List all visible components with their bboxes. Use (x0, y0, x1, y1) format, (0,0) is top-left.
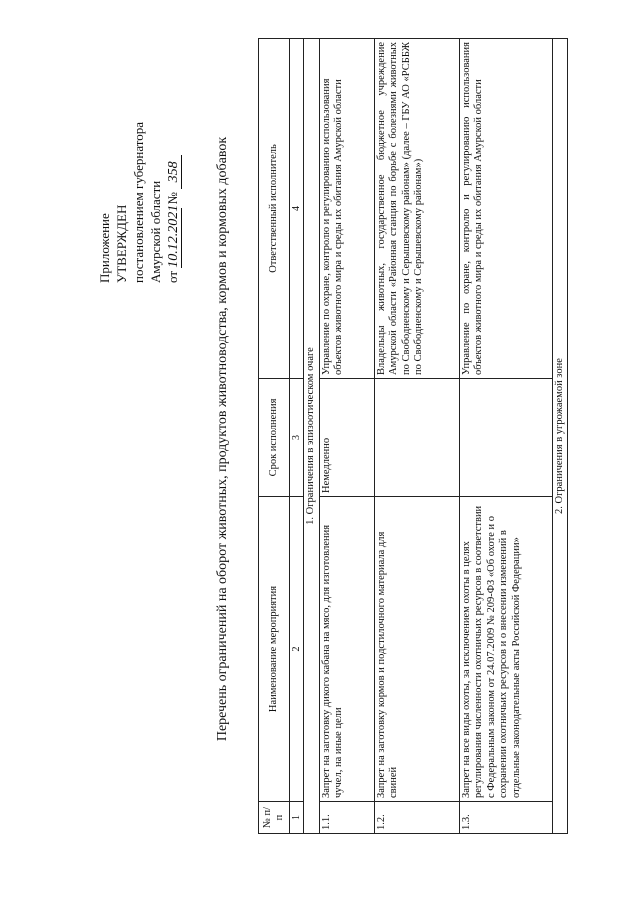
header-term: Срок исполнения (259, 379, 290, 497)
header-responsible: Ответственный исполнитель (259, 39, 290, 379)
row-term (459, 379, 552, 497)
approval-approved-label: УТВЕРЖДЕН (114, 204, 129, 283)
index-cell: 1 (290, 802, 304, 834)
row-name: Запрет на все виды охоты, за исключением охоты в целях регулирования численности охотничьих ресурсов в соответствии с Федеральным законом от 24.07.2009 № 209-ФЗ «Об охоте и о сохранении охотничьих ресурсов и о внесении изменений в отдельные законодательные акты Российской Федерации» (459, 497, 552, 802)
number-prefix: № (165, 192, 180, 205)
row-number: 1.2. (374, 802, 459, 834)
row-responsible: Управление по охране, контролю и регулированию использования объектов животного мира и среды их обитания Амурской области (319, 39, 374, 379)
table-header-row (259, 39, 290, 834)
section-row-2 (552, 39, 568, 834)
section-row-1 (304, 39, 320, 834)
row-name: Запрет на заготовку дикого кабана на мясо, для изготовления чучел, на иные цели (319, 497, 374, 802)
row-term (374, 379, 459, 497)
index-cell: 3 (290, 379, 304, 497)
row-term: Немедленно (319, 379, 374, 497)
row-number: 1.3. (459, 802, 552, 834)
table-row (374, 39, 459, 834)
document-title: Перечень ограничений на оборот животных, продуктов животноводства, кормов и кормовых добавок (215, 136, 230, 742)
handwritten-number: 358 (167, 155, 182, 189)
header-number: № п/п (259, 802, 290, 834)
approval-decree-label: постановлением губернатора (131, 121, 146, 283)
approval-annex-label: Приложение (97, 213, 112, 283)
table-index-row (290, 39, 304, 834)
row-name: Запрет на заготовку кормов и подстилочного материала для свиней (374, 497, 459, 802)
row-responsible: Владельцы животных, государственное бюджетное учреждение Амурской области «Районная станция по борьбе с болезнями животных по Свободненскому и Серышевскому районам» (далее – ГБУ АО «РСББЖ по Свободненскому и Серышевскому районам») (374, 39, 459, 379)
approval-block (96, 23, 182, 283)
approval-region-label: Амурской области (148, 180, 163, 283)
index-cell: 4 (290, 39, 304, 379)
index-cell: 2 (290, 497, 304, 802)
row-number: 1.1. (319, 802, 374, 834)
table-row (459, 39, 552, 834)
restrictions-table (258, 38, 568, 834)
date-prefix: от (165, 270, 180, 283)
header-name: Наименование мероприятия (259, 497, 290, 802)
handwritten-date: 10.12.2021 (166, 204, 181, 268)
table-row (319, 39, 374, 834)
approval-date-line (164, 23, 182, 283)
row-responsible: Управление по охране, контролю и регулированию использования объектов животного мира и среды их обитания Амурской области (459, 39, 552, 379)
section-title-1: 1. Ограничения в эпизоотическом очаге (304, 39, 320, 834)
section-title-2: 2. Ограничения в угрожаемой зоне (552, 39, 568, 834)
